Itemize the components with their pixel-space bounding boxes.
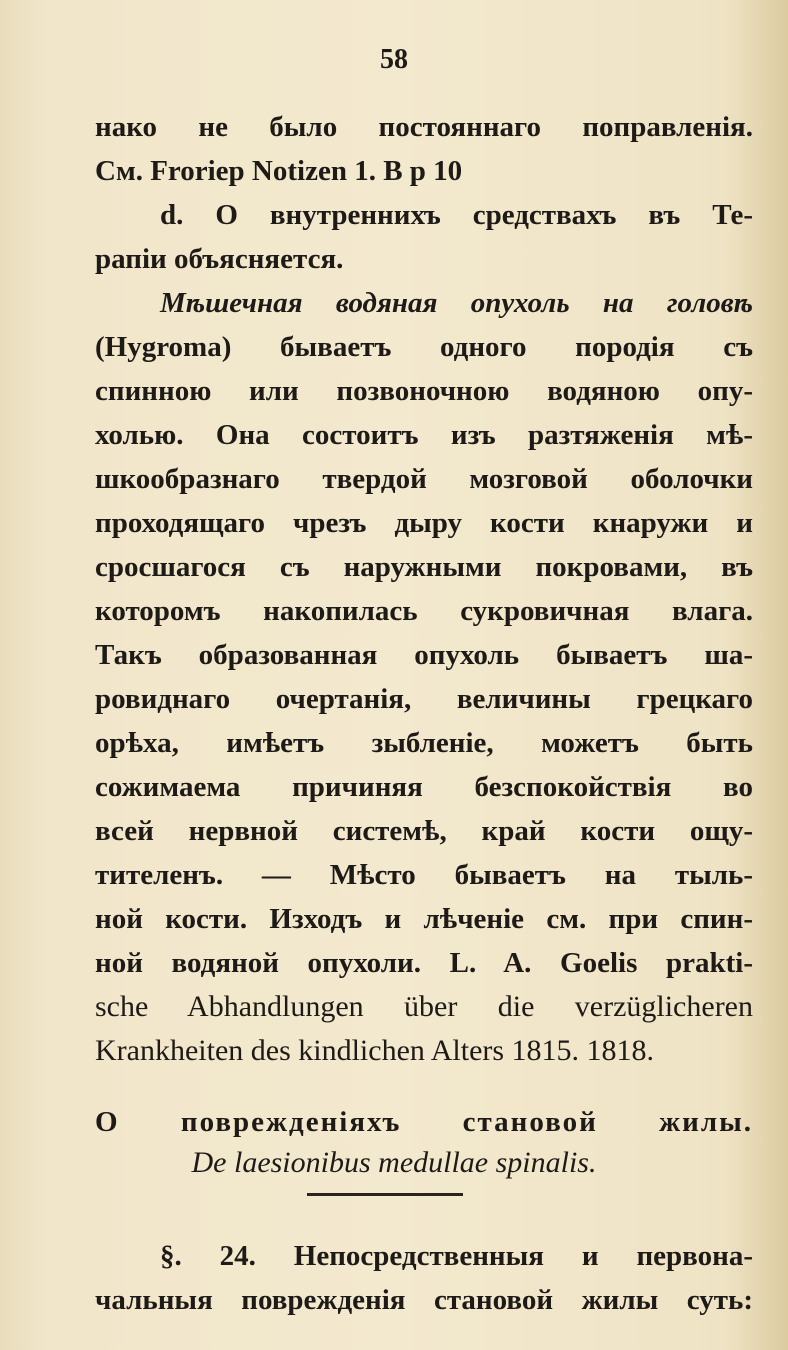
text-line: всей нервной системѣ, край кости ощу-: [95, 815, 753, 847]
text-line: ной водяной опухоли. L. A. Goelis prakti-: [95, 947, 753, 979]
text-line: sche Abhandlungen über die verzüglicheren: [95, 990, 753, 1023]
text-line: Krankheiten des kindlichen Alters 1815. 1818.: [95, 1034, 655, 1067]
text-line: сожимаема причиняя безспокойствія во: [95, 771, 753, 803]
text-line: §. 24. Непосредственныя и первона-: [160, 1240, 753, 1272]
text-line: чальныя поврежденія становой жилы суть:: [95, 1284, 753, 1316]
section-heading: О поврежденіяхъ становой жилы.: [95, 1106, 753, 1138]
text-line: проходящаго чрезъ дыру кости кнаружи и: [95, 507, 753, 539]
text-line: шкообразнаго твердой мозговой оболочки: [95, 463, 753, 495]
page-number: 58: [380, 44, 408, 75]
text-line: Такъ образованная опухоль бываетъ ша-: [95, 639, 753, 671]
text-line: Мѣшечная водяная опухоль на головѣ: [160, 287, 753, 319]
text-line: нако не было постояннаго поправленія.: [95, 111, 753, 143]
text-line: холью. Она состоитъ изъ разтяженія мѣ-: [95, 419, 753, 451]
text-line: ровиднаго очертанія, величины грецкаго: [95, 683, 753, 715]
section-divider: [307, 1193, 463, 1196]
text-line: спинною или позвоночною водяною опу-: [95, 375, 753, 407]
text-line: d. О внутреннихъ средствахъ въ Те-: [160, 199, 753, 231]
text-line: (Hygroma) бываетъ одного породія съ: [95, 331, 753, 363]
section-subheading: De laesionibus medullae spinalis.: [191, 1146, 597, 1179]
text-line: ной кости. Изходъ и лѣченіе см. при спин-: [95, 903, 753, 935]
text-line: которомъ накопилась сукровичная влага.: [95, 595, 753, 627]
text-line: рапіи объясняется.: [95, 243, 344, 275]
text-line: тителенъ. — Мѣсто бываетъ на тыль-: [95, 859, 753, 891]
text-line: орѣха, имѣетъ зыбленіе, можетъ быть: [95, 727, 753, 759]
text-line: сросшагося съ наружными покровами, въ: [95, 551, 753, 583]
text-line: См. Froriep Notizen 1. B p 10: [95, 155, 463, 187]
